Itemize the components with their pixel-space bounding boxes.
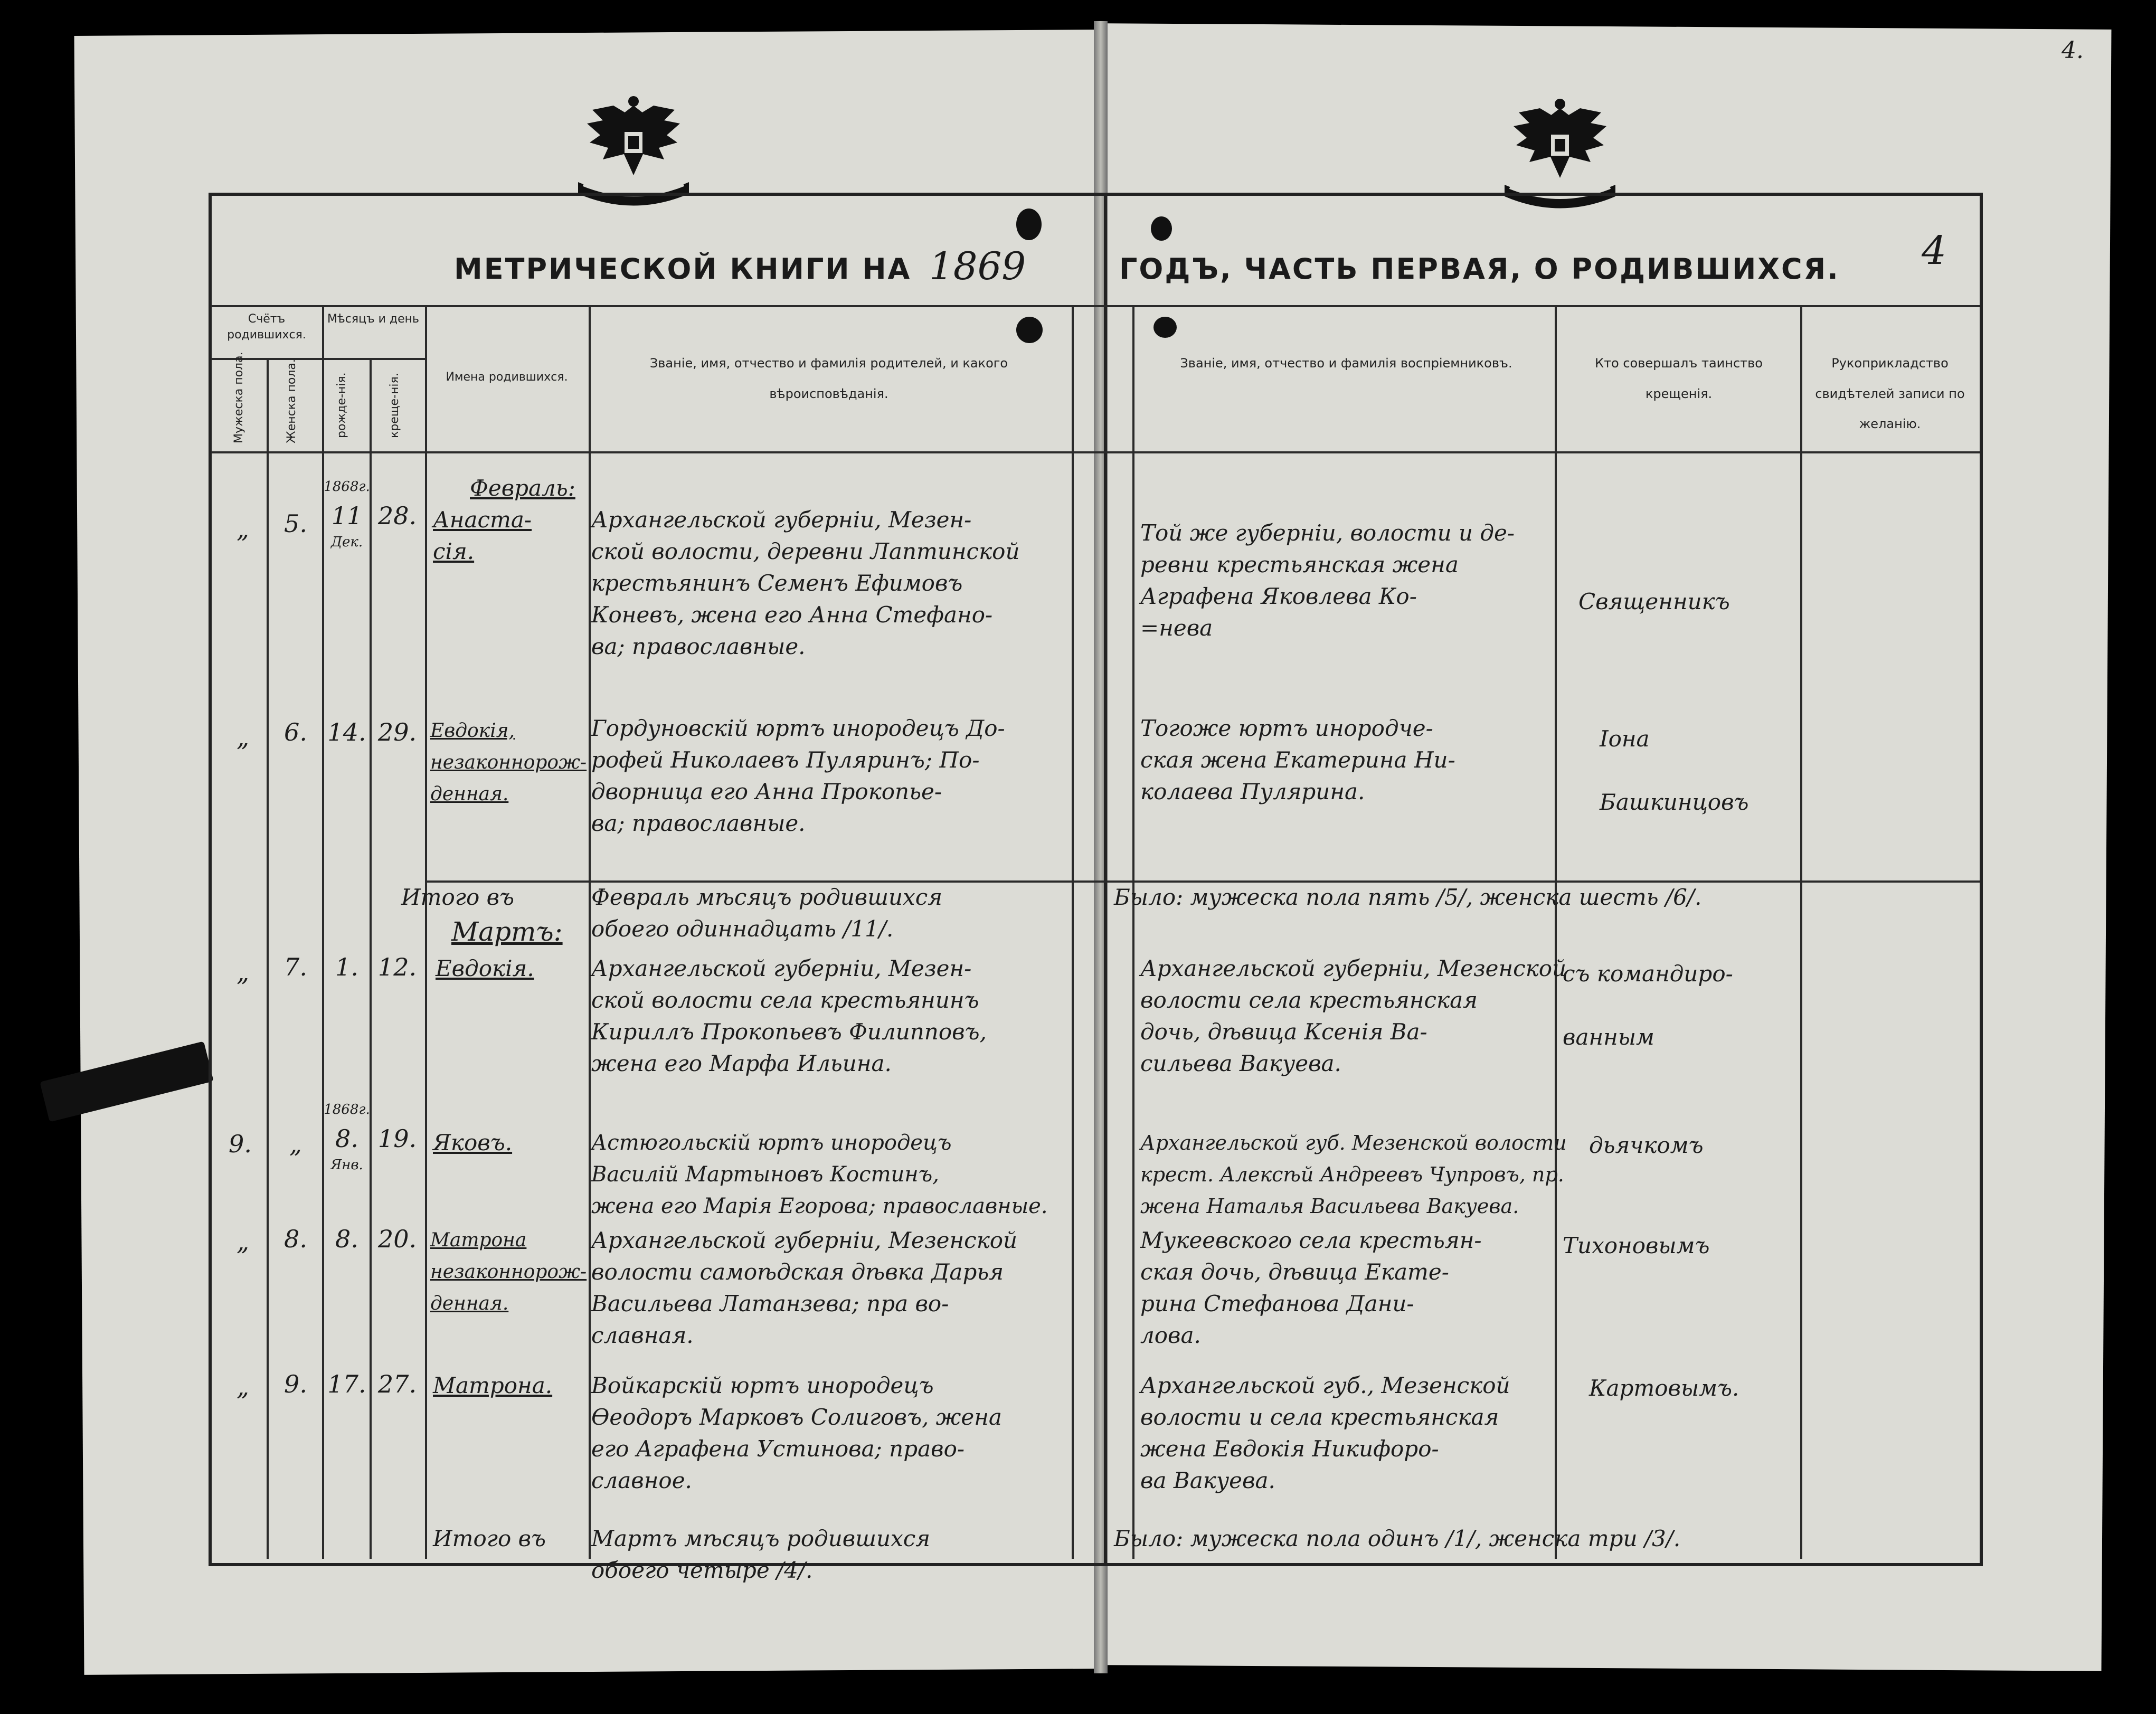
header-names: Имена родившихся. — [446, 371, 568, 384]
ink-blot — [1016, 317, 1043, 343]
entry-born-day: 14. — [327, 718, 366, 746]
entry-baptized: 19. — [377, 1124, 417, 1153]
entry-godparents: Архангельской губерніи, Мезенской волости села крестьянская дочь, дѣвица Ксенія Ва- сильева Вакуева. — [1140, 955, 1567, 1076]
header-baptized: креще-нія. — [388, 373, 401, 438]
entry-priest: Священникъ — [1578, 589, 1730, 614]
header-date-group: Мѣсяцъ и день — [327, 313, 419, 326]
page-number: 4 — [1922, 228, 1947, 273]
entry-male: „ — [237, 515, 249, 543]
entry-male: „ — [237, 1372, 249, 1401]
entry-parents: Астюгольскій юртъ инородецъ Василій Мартыновъ Костинъ, жена его Марія Егорова; православные. — [591, 1131, 1048, 1218]
entry-born-month: Дек. — [330, 534, 363, 550]
entry-male: „ — [237, 1227, 249, 1256]
february-total-text: Февраль мѣсяцъ родившихся обоего одиннадцать /11/. — [591, 884, 943, 942]
header-parents: Званіе, имя, отчество и фамилія родителей, и какого вѣроисповѣданія. — [649, 356, 1008, 401]
entry-godparents: Мукеевского села крестьян- ская дочь, дѣвица Екате- рина Стефанова Дани- лова. — [1140, 1227, 1482, 1348]
entry-priest: съ командиро- ванным — [1563, 961, 1733, 1050]
header-female: Женска пола. — [285, 359, 298, 443]
march-total-text: Мартъ мѣсяцъ родившихся обоего четыре /4/. — [591, 1526, 931, 1583]
entry-female: 6. — [284, 718, 307, 746]
header-signatures: Рукоприкладство свидѣтелей записи по желанію. — [1815, 356, 1965, 432]
corner-page-number: 4. — [2062, 37, 2084, 64]
entry-godparents: Архангельской губ., Мезенской волости и села крестьянская жена Евдокія Никифоро- ва Вакуева. — [1140, 1372, 1510, 1493]
entry-name: Яковъ. — [433, 1130, 513, 1156]
entry-baptized: 29. — [377, 718, 417, 746]
entry-female: 9. — [284, 1370, 307, 1398]
entry-born-year: 1868г. — [324, 1102, 370, 1118]
col-divider — [267, 358, 269, 1559]
entry-born-day: 17. — [327, 1370, 366, 1398]
entry-name: Матрона незаконнорож- денная. — [430, 1229, 587, 1314]
header-priest: Кто совершалъ таинство крещенія. — [1595, 356, 1763, 401]
entry-name: Евдокія, незаконнорож- денная. — [430, 720, 587, 805]
entry-godparents: Той же губерніи, волости и де- ревни крестьянская жена Аграфена Яковлева Ко- =нева — [1140, 520, 1515, 641]
handwritten-year: 1869 — [929, 244, 1026, 288]
month-heading-march: Мартъ: — [451, 916, 563, 947]
entry-name: Анаста- сія. — [433, 507, 532, 564]
book-title-right: ГОДЪ, ЧАСТЬ ПЕРВАЯ, О РОДИВШИХСЯ. — [1119, 252, 1840, 286]
col-divider — [1072, 305, 1074, 1559]
entry-priest: Іона Башкинцовъ — [1600, 726, 1749, 815]
entry-baptized: 20. — [377, 1225, 417, 1253]
header-born: рожде-нія. — [335, 372, 348, 438]
header-top-rule — [211, 305, 1980, 307]
book-title-left: МЕТРИЧЕСКОЙ КНИГИ НА — [454, 252, 912, 286]
march-total-breakdown: Было: мужеска пола одинъ /1/, женска три /3/. — [1114, 1526, 1681, 1551]
february-total-label: Итого въ — [401, 884, 515, 910]
entry-born-day: 11 — [331, 501, 363, 530]
entry-male: „ — [237, 958, 249, 987]
col-divider — [589, 305, 591, 1559]
entry-parents: Архангельской губерніи, Мезенской волости самоѣдская дѣвка Дарья Васильева Латанзева; пра во- славная. — [591, 1227, 1018, 1348]
entry-female: 7. — [284, 953, 307, 981]
entry-parents: Архангельской губерніи, Мезен- ской волости, деревни Лаптинской крестьянинъ Семенъ Ефимовъ Коневъ, жена его Анна Стефано- ва; православные. — [591, 507, 1020, 659]
entry-born-year: 1868г. — [324, 479, 370, 495]
header-bottom-rule — [211, 451, 1980, 453]
entry-female: „ — [289, 1130, 302, 1158]
entry-parents: Архангельской губерніи, Мезен- ской волости села крестьянинъ Кириллъ Прокопьевъ Филипповъ, жена его Марфа Ильина. — [591, 955, 987, 1076]
entry-male: 9. — [229, 1130, 252, 1158]
entry-male: „ — [237, 723, 249, 752]
entry-name: Евдокія. — [436, 955, 534, 981]
ink-blot — [1153, 317, 1177, 338]
entry-born-day: 8. — [335, 1225, 358, 1253]
entry-female: 8. — [284, 1225, 307, 1253]
entry-parents: Войкарскій юртъ инородецъ Ѳеодоръ Марковъ Солиговъ, жена его Аграфена Устинова; право- славное. — [591, 1372, 1002, 1493]
entry-priest: Тихоновымъ — [1563, 1233, 1710, 1258]
col-divider — [1800, 305, 1802, 1559]
header-male: Мужеска пола. — [232, 352, 245, 443]
header-count-group: Счётъ родившихся. — [227, 313, 306, 342]
entry-female: 5. — [284, 509, 307, 538]
entry-godparents: Тогоже юртъ инородче- ская жена Екатерина Ни- колаева Пулярина. — [1140, 715, 1455, 804]
col-divider — [425, 305, 427, 1559]
entry-parents: Гордуновскій юртъ инородецъ До- рофей Николаевъ Пуляринъ; По- дворница его Анна Прокопье- ва; православные. — [591, 715, 1005, 836]
entry-born-month: Янв. — [330, 1157, 363, 1173]
entry-baptized: 28. — [377, 501, 417, 530]
header-godparents: Званіе, имя, отчество и фамилія воспріемниковъ. — [1180, 356, 1512, 371]
entry-baptized: 27. — [377, 1370, 417, 1398]
entry-godparents: Архангельской губ. Мезенской волости крест. Алексѣй Андреевъ Чупровъ, пр. жена Наталья Васильева Вакуева. — [1140, 1131, 1567, 1218]
february-total-breakdown: Было: мужеска пола пять /5/, женска шесть /6/. — [1114, 884, 1702, 910]
col-divider — [1555, 305, 1557, 1559]
entry-priest: Картовымъ. — [1589, 1375, 1739, 1401]
ink-blot — [1016, 209, 1042, 240]
ink-blot — [1151, 216, 1172, 241]
col-divider — [1132, 305, 1134, 1559]
march-total-label: Итого въ — [433, 1526, 546, 1551]
month-heading-february: Февраль: — [470, 475, 575, 501]
entry-baptized: 12. — [377, 953, 417, 981]
entry-born-day: 8. — [335, 1124, 358, 1153]
entry-born-day: 1. — [335, 953, 358, 981]
entry-name: Матрона. — [433, 1372, 553, 1398]
entry-priest: дьячкомъ — [1589, 1132, 1704, 1158]
